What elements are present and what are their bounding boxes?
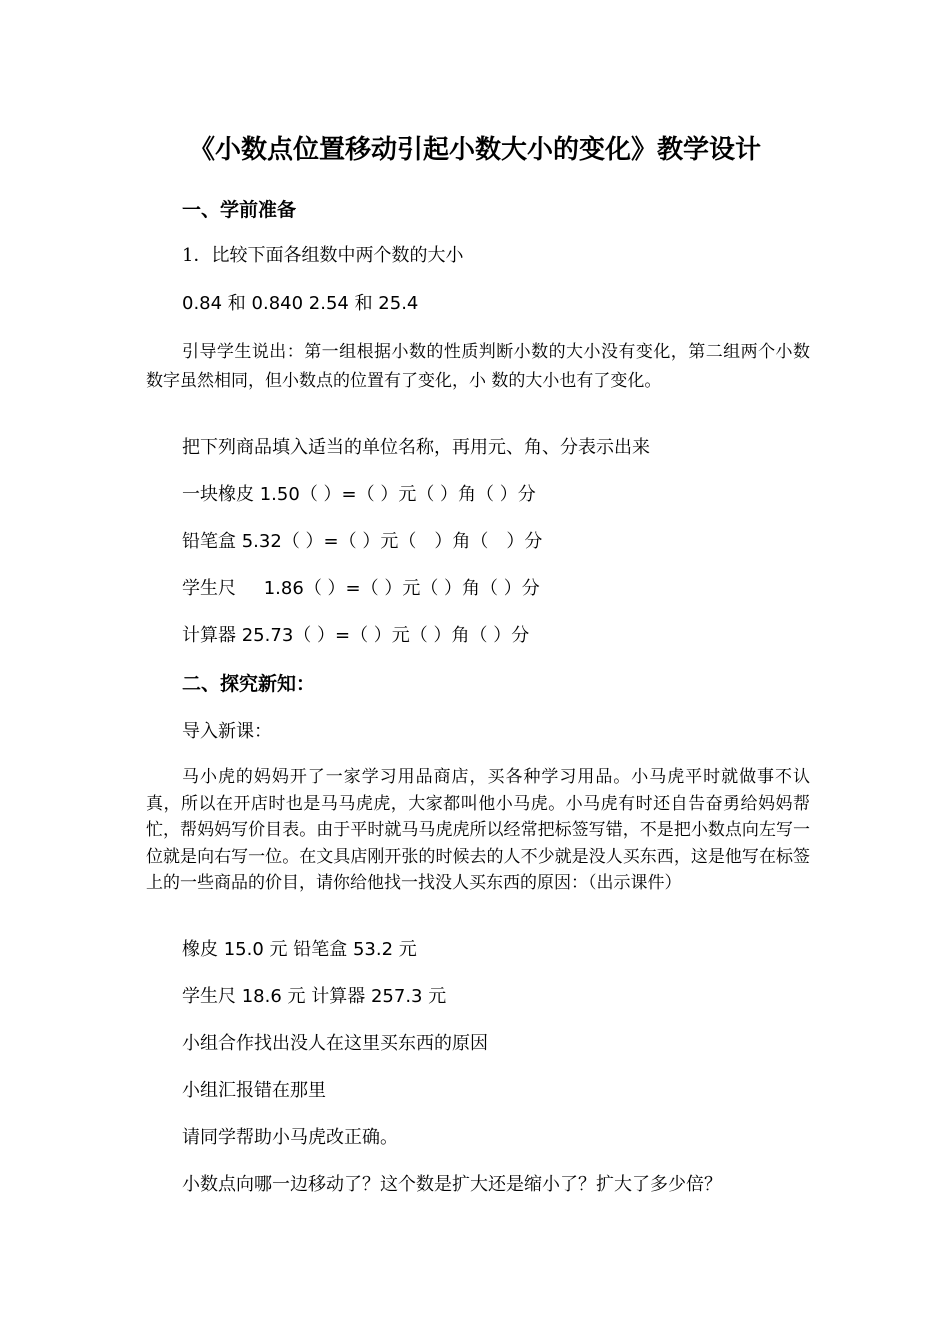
item-expression: 5.32（ ）=（ ）元（ ）角（ ）分: [241, 531, 543, 552]
question-line: 小数点向哪一边移动了？这个数是扩大还是缩小了？扩大了多少倍？: [182, 1174, 722, 1195]
activity-line: 小组汇报错在那里: [182, 1080, 326, 1101]
item-expression: 1.50（ ）=（ ）元（ ）角（ ）分: [259, 484, 536, 505]
item-name: 学生尺: [182, 578, 236, 599]
exercise-row: [182, 624, 529, 648]
price-list-2: 学生尺 18.6 元 计算器 257.3 元: [182, 986, 447, 1007]
item-expression: 1.86（ ）=（ ）元（ ）角（ ）分: [263, 578, 540, 599]
exercise-row: [182, 577, 540, 601]
item-name: 一块橡皮: [182, 484, 254, 505]
exercise-row: [182, 530, 542, 554]
task-instruction: 把下列商品填入适当的单位名称，再用元、角、分表示出来: [182, 437, 650, 458]
item1-text: 1．比较下面各组数中两个数的大小: [182, 245, 464, 266]
number-comparison: 0.84 和 0.840 2.54 和 25.4: [182, 293, 419, 314]
guide-paragraph: 引导学生说出：第一组根据小数的性质判断小数的大小没有变化，第二组两个小数数字虽然相同，但小数点的位置有了变化，小 数的大小也有了变化。: [146, 342, 810, 391]
activity-line: 小组合作找出没人在这里买东西的原因: [182, 1033, 488, 1054]
intro-label: 导入新课：: [182, 721, 272, 742]
item-name: 铅笔盒: [182, 531, 236, 552]
exercise-row: [182, 483, 536, 507]
story-paragraph: 马小虎的妈妈开了一家学习用品商店，买各种学习用品。小马虎平时就做事不认真，所以在开店时也是马马虎虎，大家都叫他小马虎。小马虎有时还自告奋勇给妈妈帮忙，帮妈妈写价目表。由于平时就马马虎虎所以经常把标签写错，不是把小数点向左写一位就是向右写一位。在文具店刚开张的时候去的人不少就是没人买东西，这是他写在标签上的一些商品的价目，请你给他找一找没人买东西的原因：（出示课件）: [146, 767, 810, 893]
price-list-1: 橡皮 15.0 元 铅笔盒 53.2 元: [182, 939, 417, 960]
activity-line: 请同学帮助小马虎改正确。: [182, 1127, 398, 1148]
section2-heading: 二、探究新知：: [182, 673, 316, 695]
item-name: 计算器: [182, 625, 236, 646]
item-expression: 25.73（ ）=（ ）元（ ）角（ ）分: [241, 625, 530, 646]
document-title: 《小数点位置移动引起小数大小的变化》教学设计: [188, 135, 761, 165]
section1-heading: 一、学前准备: [182, 199, 297, 221]
